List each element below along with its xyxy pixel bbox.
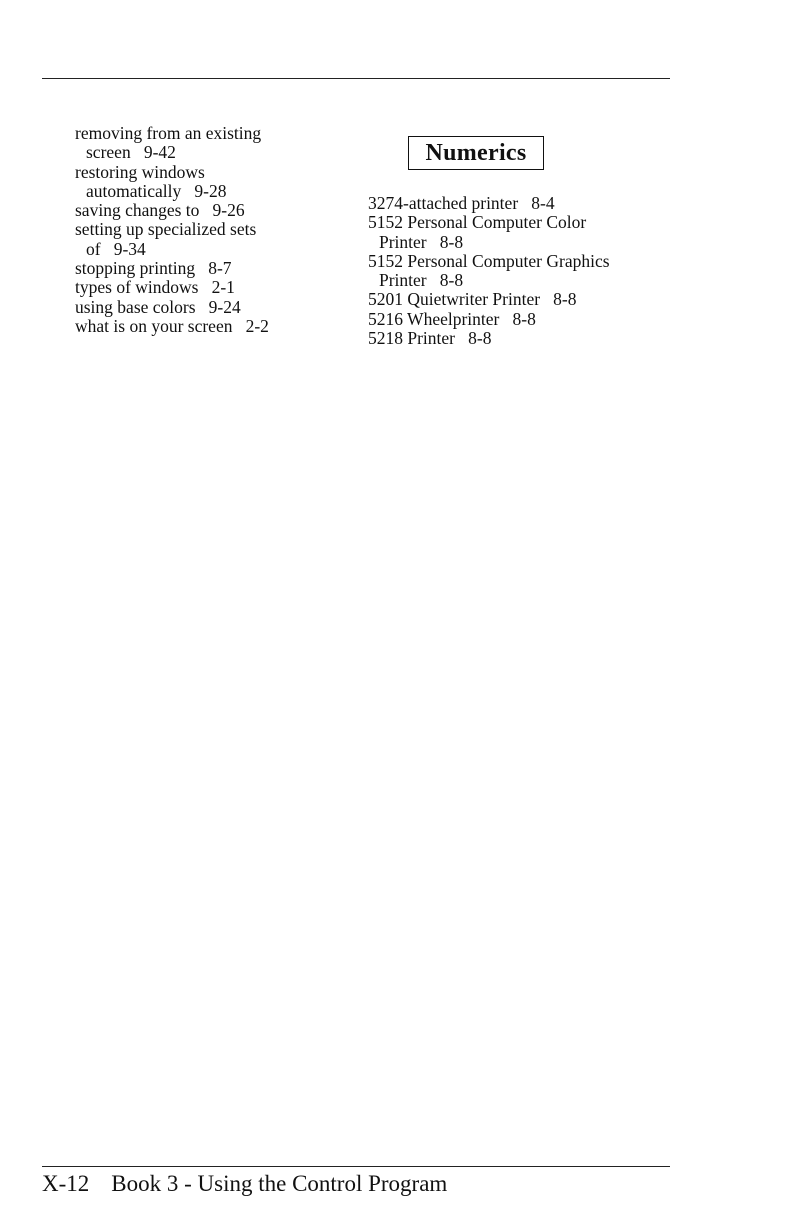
index-column-right <box>368 194 688 348</box>
entry-line-continued: of 9-34 <box>86 238 146 259</box>
entry-line: restoring windows <box>75 161 205 182</box>
entry-line: 5201 Quietwriter Printer 8-8 <box>368 289 577 310</box>
index-entry <box>75 298 345 317</box>
index-entry <box>368 213 688 252</box>
entry-line: setting up specialized sets <box>75 219 257 240</box>
index-entry <box>75 317 345 336</box>
entry-line: what is on your screen 2-2 <box>75 315 269 336</box>
page-footer <box>42 1171 447 1197</box>
index-entry <box>368 194 688 213</box>
entry-line-continued: Printer 8-8 <box>379 231 464 252</box>
index-entry <box>368 329 688 348</box>
entry-line-continued: Printer 8-8 <box>379 270 464 291</box>
index-entry <box>75 220 345 259</box>
top-rule <box>42 78 670 79</box>
index-entry <box>368 310 688 329</box>
entry-line: 5152 Personal Computer Graphics <box>368 250 610 271</box>
entry-line: stopping printing 8-7 <box>75 258 232 279</box>
index-entry <box>368 252 688 291</box>
index-entry <box>75 278 345 297</box>
index-entry <box>368 290 688 309</box>
entry-line-continued: screen 9-42 <box>86 142 176 163</box>
page-number: X-12 <box>42 1171 90 1196</box>
index-entry <box>75 163 345 202</box>
entry-line: saving changes to 9-26 <box>75 200 245 221</box>
entry-line-continued: automatically 9-28 <box>86 180 227 201</box>
entry-line: 5152 Personal Computer Color <box>368 212 587 233</box>
entry-line: using base colors 9-24 <box>75 296 241 317</box>
index-entry <box>75 259 345 278</box>
index-entry <box>75 201 345 220</box>
section-heading: Numerics <box>425 139 527 166</box>
bottom-rule <box>42 1166 670 1167</box>
entry-line: 3274-attached printer 8-4 <box>368 193 555 213</box>
entry-line: removing from an existing <box>75 123 262 143</box>
entry-line: 5218 Printer 8-8 <box>368 328 492 349</box>
index-column-left <box>75 124 345 336</box>
section-heading-box <box>408 136 544 170</box>
entry-line: 5216 Wheelprinter 8-8 <box>368 308 536 329</box>
index-entry <box>75 124 345 163</box>
entry-line: types of windows 2-1 <box>75 277 235 298</box>
footer-title: Book 3 - Using the Control Program <box>111 1171 448 1196</box>
